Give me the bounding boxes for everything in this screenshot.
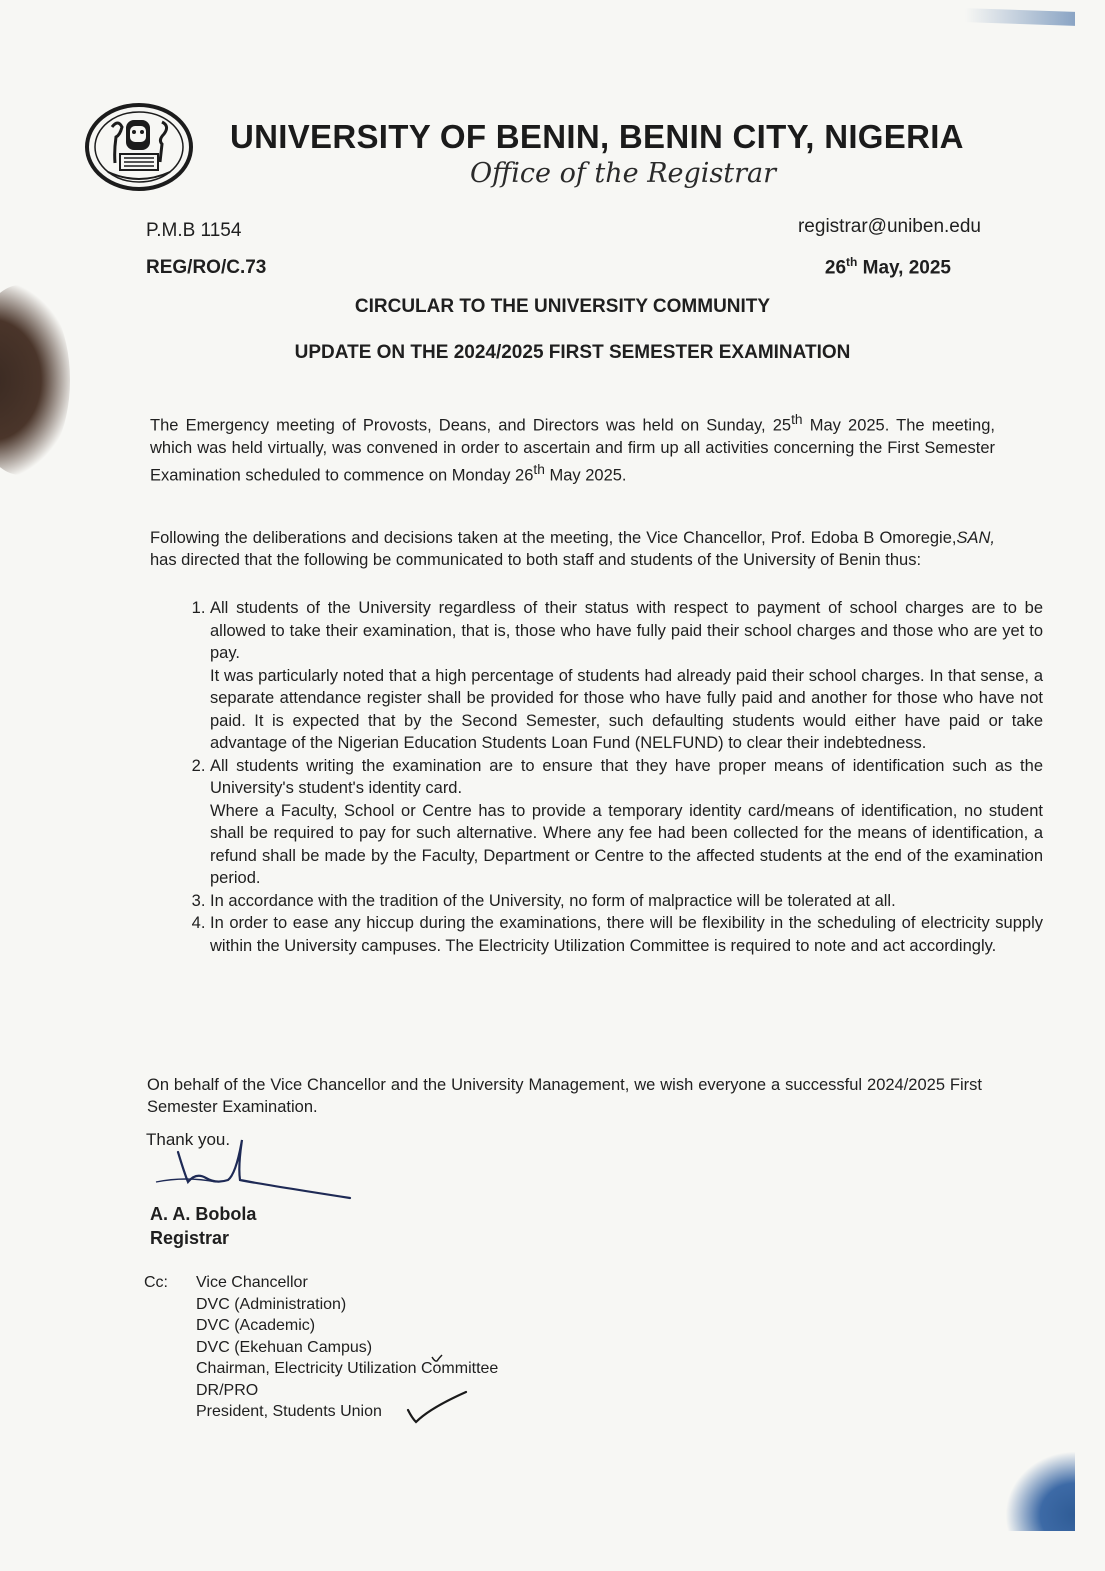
signatory-title: Registrar bbox=[150, 1228, 230, 1248]
page-edge-top bbox=[965, 8, 1075, 26]
directive-list bbox=[150, 597, 1043, 957]
item-note-text: Where a Faculty, School or Centre has to provide a temporary identity card/means of identification, no student shall be required to pay for such alternative. Where any fee had been collected for the means of identification, a refund shall be made by the Faculty, Department or Centre to the affected students at the end of the examination period. bbox=[210, 801, 1043, 887]
university-name: UNIVERSITY OF BENIN, BENIN CITY, NIGERIA bbox=[230, 118, 964, 155]
office-name: Office of the Registrar bbox=[470, 158, 777, 189]
list-item bbox=[210, 597, 1043, 755]
item-main-text: All students of the University regardless of their status with respect to payment of school charges are to be allowed to take their examination, that is, those who have fully paid their school charges and those who are yet to pay. bbox=[210, 599, 1043, 662]
circular-heading: CIRCULAR TO THE UNIVERSITY COMMUNITY bbox=[354, 296, 771, 317]
para1-text-b: May 2025. The meeting, which was held virtually, was convened in order to ascertain and firm up all activities concerning the First Semester Examination scheduled to commence on Monday 26 bbox=[150, 416, 995, 485]
closing-paragraph: On behalf of the Vice Chancellor and the University Management, we wish everyone a successful 2024/2025 First Semester Examination. bbox=[147, 1075, 982, 1116]
date-suffix: th bbox=[846, 255, 858, 269]
item-main-text: In order to ease any hiccup during the examinations, there will be flexibility in the scheduling of electricity supply within the University campuses. The Electricity Utilization Committee is required to note and act accordingly. bbox=[210, 914, 1043, 955]
para2-text-b: has directed that the following be communicated to both staff and students of the University of Benin thus: bbox=[150, 551, 922, 569]
para1-text-c: May 2025. bbox=[544, 466, 627, 485]
page-edge-bottom bbox=[1005, 1451, 1075, 1531]
registrar-email: registrar@uniben.edu bbox=[797, 216, 981, 237]
list-item: DVC (Ekehuan Campus) bbox=[196, 1338, 373, 1356]
list-item: Chairman, Electricity Utilization Committee bbox=[196, 1360, 499, 1377]
para1-text-a: The Emergency meeting of Provosts, Deans, and Directors was held on Sunday, 25 bbox=[150, 416, 792, 434]
list-item: Vice Chancellor bbox=[196, 1274, 308, 1291]
date-day: 26 bbox=[824, 257, 847, 279]
list-item bbox=[210, 755, 1043, 890]
paragraph-meeting bbox=[150, 409, 995, 488]
pmb-address: P.M.B 1154 bbox=[146, 220, 242, 241]
list-item: DR/PRO bbox=[196, 1381, 259, 1399]
letter-date bbox=[825, 255, 951, 279]
checkmark-icon bbox=[400, 1388, 470, 1428]
item-note-text: It was particularly noted that a high percentage of students had already paid their school charges. In that sense, a separate attendance register shall be provided for those who have fully paid and another for those who have not paid. It is expected that by the Second Semester, such defaulting students would either have paid or take advantage of the Nigerian Education Students Loan Fund (NELFUND) to clear their indebtedness. bbox=[210, 666, 1043, 752]
paragraph-directive bbox=[150, 527, 995, 572]
signatory bbox=[150, 1202, 256, 1250]
list-item: President, Students Union bbox=[196, 1403, 382, 1420]
para1-sup-a: th bbox=[791, 411, 803, 427]
item-main-text: In accordance with the tradition of the University, no form of malpractice will be tolerated at all. bbox=[210, 891, 896, 910]
date-rest: May, 2025 bbox=[857, 257, 951, 279]
thank-you-text: Thank you. bbox=[146, 1130, 231, 1149]
list-item bbox=[210, 890, 1043, 913]
para2-italic: SAN, bbox=[956, 528, 995, 547]
para1-sup-b: th bbox=[533, 462, 545, 477]
small-tick-icon bbox=[430, 1354, 444, 1364]
reference-number: REG/RO/C.73 bbox=[146, 257, 267, 278]
signatory-name: A. A. Bobola bbox=[150, 1204, 257, 1224]
university-crest-icon bbox=[84, 102, 194, 192]
list-item: DVC (Administration) bbox=[196, 1295, 347, 1313]
list-item bbox=[210, 912, 1043, 957]
list-item: DVC (Academic) bbox=[196, 1317, 316, 1334]
para2-text-a: Following the deliberations and decisions taken at the meeting, the Vice Chancellor, Prof. Edoba B Omoregie, bbox=[150, 528, 957, 547]
update-heading: UPDATE ON THE 2024/2025 FIRST SEMESTER EXAMINATION bbox=[294, 342, 851, 363]
item-main-text: All students writing the examination are to ensure that they have proper means of identification such as the University's student's identity card. bbox=[210, 756, 1043, 797]
signature-icon bbox=[150, 1130, 370, 1210]
cc-label: Cc: bbox=[144, 1274, 168, 1291]
